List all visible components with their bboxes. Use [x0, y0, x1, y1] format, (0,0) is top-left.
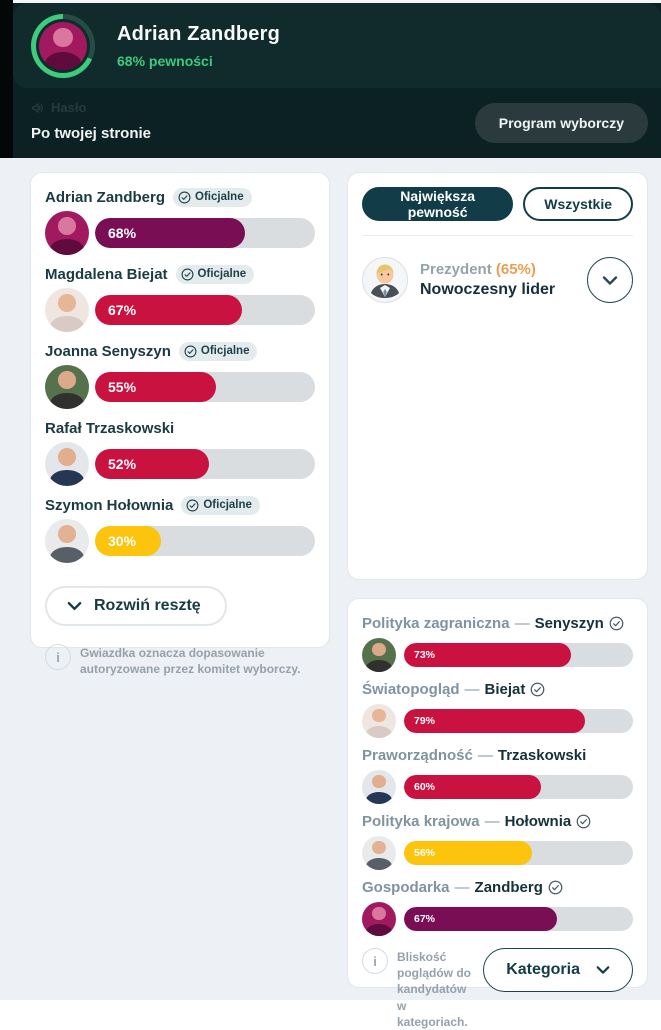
category-row[interactable] — [362, 613, 633, 672]
category-bar-track — [404, 841, 633, 865]
match-percent: 30% — [108, 533, 137, 549]
candidate-row[interactable] — [45, 418, 315, 486]
certainty-progress-ring — [31, 14, 95, 78]
category-row[interactable] — [362, 679, 633, 738]
match-bar-track — [95, 449, 315, 479]
candidate-row[interactable] — [45, 341, 315, 409]
check-circle-icon — [576, 814, 591, 829]
category-winner-avatar — [362, 704, 396, 738]
official-note-text: Gwiazdka oznacza dopasowanie autoryzowane przez komitet wyborczy. — [80, 646, 301, 677]
category-winner-avatar — [362, 836, 396, 870]
main-content — [0, 158, 661, 1029]
category-bar-fill — [404, 841, 532, 865]
match-percent: 67% — [108, 302, 137, 318]
divider — [362, 235, 633, 236]
category-name: Gospodarka — [362, 878, 450, 896]
megaphone-icon — [31, 101, 45, 115]
candidate-name: Szymon Hołownia — [45, 496, 174, 514]
info-icon: i — [362, 948, 388, 974]
dash: — — [514, 614, 530, 632]
match-bar-track — [95, 295, 315, 325]
tab-wszystkie[interactable]: Wszystkie — [523, 187, 633, 221]
category-winner: Trzaskowski — [497, 746, 587, 764]
category-percent: 73% — [414, 649, 436, 661]
candidate-list — [45, 187, 315, 563]
category-name: Praworządność — [362, 746, 473, 764]
slogan-label: Hasło — [51, 100, 87, 115]
program-wyborczy-button[interactable]: Program wyborczy — [475, 103, 648, 143]
category-bar-track — [404, 907, 633, 931]
dash: — — [464, 680, 480, 698]
category-winner-avatar — [362, 638, 396, 672]
category-winner: Zandberg — [474, 878, 543, 896]
candidate-name: Rafał Trzaskowski — [45, 419, 175, 437]
check-circle-icon — [178, 191, 191, 204]
persona-emoji-avatar — [362, 257, 408, 303]
candidate-avatar — [45, 288, 89, 332]
match-bar-fill — [95, 449, 209, 479]
candidate-avatar — [45, 365, 89, 409]
dash: — — [477, 746, 493, 764]
official-badge — [176, 265, 255, 284]
persona-title: Nowoczesny lider — [420, 281, 556, 298]
candidate-row[interactable] — [45, 495, 315, 563]
slogan-text: Po twojej stronie — [31, 125, 152, 142]
category-percent: 60% — [414, 781, 436, 793]
dash: — — [484, 812, 500, 830]
winner-name: Adrian Zandberg — [117, 22, 281, 45]
summary-panel — [347, 172, 648, 580]
category-percent: 56% — [414, 847, 436, 859]
persona-row — [362, 257, 633, 303]
candidate-row[interactable] — [45, 187, 315, 255]
categories-footer — [362, 948, 633, 1030]
certainty-label: 68% pewności — [117, 52, 213, 69]
category-bar-track — [404, 709, 633, 733]
candidate-avatar — [45, 211, 89, 255]
candidate-name: Joanna Senyszyn — [45, 342, 171, 360]
match-bar-fill — [95, 372, 216, 402]
category-button-label: Kategoria — [506, 961, 580, 978]
match-bar-fill — [95, 526, 161, 556]
category-name: Polityka zagraniczna — [362, 614, 510, 632]
dash: — — [454, 878, 470, 896]
match-percent: 68% — [108, 225, 137, 241]
candidates-panel — [30, 172, 330, 677]
match-bar-fill — [95, 218, 245, 248]
avatar — [39, 22, 87, 70]
category-bar-track — [404, 643, 633, 667]
category-winner: Hołownia — [504, 812, 572, 830]
category-row[interactable] — [362, 745, 633, 804]
slogan-zone — [13, 88, 661, 158]
check-circle-icon — [181, 268, 194, 281]
match-bar-track — [95, 526, 315, 556]
candidate-avatar — [45, 442, 89, 486]
persona-role-row — [420, 261, 587, 278]
match-percent: 55% — [108, 379, 137, 395]
category-bar-fill — [404, 643, 571, 667]
chevron-down-icon — [67, 601, 82, 611]
category-bar-fill — [404, 907, 557, 931]
winner-card — [13, 3, 661, 88]
categories-note: Bliskość poglądów do kandydatów w kategoriach. — [397, 950, 471, 1029]
official-badge — [181, 496, 260, 515]
expand-persona-button[interactable] — [587, 257, 633, 303]
candidate-row[interactable] — [45, 264, 315, 332]
category-row[interactable] — [362, 811, 633, 870]
category-winner: Biejat — [484, 680, 526, 698]
category-name: Polityka krajowa — [362, 812, 480, 830]
category-bar-fill — [404, 775, 541, 799]
category-name: Światopogląd — [362, 680, 460, 698]
expand-rest-label: Rozwiń resztę — [94, 597, 201, 614]
candidate-name: Adrian Zandberg — [45, 188, 166, 206]
check-circle-icon — [609, 616, 624, 631]
category-winner-avatar — [362, 902, 396, 936]
category-winner: Senyszyn — [534, 614, 604, 632]
persona-role: Prezydent — [420, 261, 492, 278]
result-header — [0, 0, 661, 158]
categories-panel — [347, 598, 648, 1029]
candidate-name: Magdalena Biejat — [45, 265, 168, 283]
chevron-down-icon — [602, 275, 618, 286]
info-icon: i — [45, 644, 71, 670]
category-bar-fill — [404, 709, 585, 733]
match-bar-fill — [95, 295, 242, 325]
match-percent: 52% — [108, 456, 137, 472]
persona-percent: (65%) — [495, 261, 536, 278]
summary-tabs — [362, 187, 633, 221]
official-note — [45, 644, 315, 677]
check-circle-icon — [530, 682, 545, 697]
category-bar-track — [404, 775, 633, 799]
official-badge-label: Oficjalne — [195, 191, 244, 203]
official-badge — [179, 342, 258, 361]
check-circle-icon — [184, 345, 197, 358]
official-badge-label: Oficjalne — [200, 345, 250, 357]
official-badge-label: Oficjalne — [197, 268, 247, 280]
check-circle-icon — [186, 499, 199, 512]
expand-rest-button[interactable] — [45, 586, 227, 626]
candidate-avatar — [45, 519, 89, 563]
official-badge-label: Oficjalne — [203, 499, 252, 511]
category-percent: 79% — [414, 715, 436, 727]
category-winner-avatar — [362, 770, 396, 804]
category-select-button[interactable] — [483, 948, 633, 992]
chevron-down-icon — [596, 965, 610, 975]
category-percent: 67% — [414, 913, 436, 925]
match-bar-track — [95, 218, 315, 248]
tab-najwieksza-pewnosc[interactable]: Największa pewność — [362, 187, 513, 221]
category-row[interactable] — [362, 877, 633, 936]
check-circle-icon — [548, 880, 563, 895]
category-list — [362, 613, 633, 936]
match-bar-track — [95, 372, 315, 402]
left-strip — [0, 0, 13, 158]
official-badge — [173, 188, 252, 207]
